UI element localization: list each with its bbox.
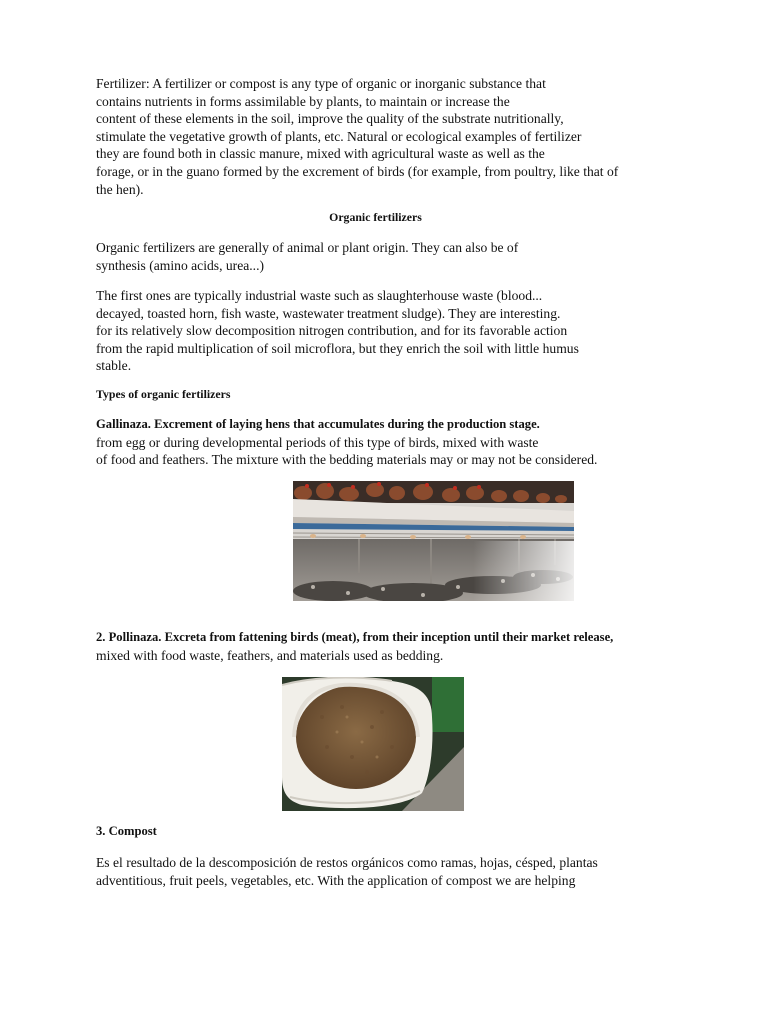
- intro-line: Fertilizer: A fertilizer or compost is any type of organic or inorganic substance that: [96, 76, 546, 91]
- intro-line: the hen).: [96, 181, 144, 197]
- compost-sack-photo: [282, 677, 464, 811]
- gallinaza-line: from egg or during developmental periods of this type of birds, mixed with waste: [96, 434, 539, 450]
- intro-line: stimulate the vegetative growth of plants, etc. Natural or ecological examples of fertilizer: [96, 128, 582, 144]
- compost-line: adventitious, fruit peels, vegetables, etc. With the application of compost we are helping: [96, 872, 576, 888]
- first-ones-paragraph: [96, 287, 676, 375]
- intro-line: contains nutrients in forms assimilable by plants, to maintain or increase the: [96, 93, 510, 109]
- origin-line: Organic fertilizers are generally of animal or plant origin. They can also be of: [96, 240, 519, 255]
- origin-line: synthesis (amino acids, urea...): [96, 257, 264, 273]
- origin-paragraph: [96, 239, 676, 274]
- gallinaza-paragraph: [96, 416, 676, 469]
- pollinaza-line: mixed with food waste, feathers, and materials used as bedding.: [96, 647, 444, 663]
- pollinaza-paragraph: [96, 629, 676, 664]
- laying-hens-cage-photo: [293, 481, 574, 601]
- intro-line: forage, or in the guano formed by the excrement of birds (for example, from poultry, like that of: [96, 163, 619, 179]
- compost-heading: 3. Compost: [96, 824, 157, 838]
- pollinaza-title: 2. Pollinaza. Excreta from fattening birds (meat), from their inception until their market release,: [96, 630, 614, 644]
- intro-line: content of these elements in the soil, improve the quality of the substrate nutritionally,: [96, 111, 564, 127]
- section-heading-organic-fertilizers: Organic fertilizers: [329, 210, 422, 224]
- first-ones-line: decayed, toasted horn, fish waste, wastewater treatment sludge). They are interesting.: [96, 305, 561, 321]
- gallinaza-title: Gallinaza. Excrement of laying hens that accumulates during the production stage.: [96, 417, 540, 431]
- compost-line: Es el resultado de la descomposición de restos orgánicos como ramas, hojas, césped, plantas: [96, 855, 598, 870]
- gallinaza-line: of food and feathers. The mixture with the bedding materials may or may not be considered.: [96, 452, 598, 468]
- first-ones-line: for its relatively slow decomposition nitrogen contribution, and for its favorable action: [96, 323, 568, 339]
- types-heading: Types of organic fertilizers: [96, 387, 231, 401]
- intro-line: they are found both in classic manure, mixed with agricultural waste as well as the: [96, 146, 545, 162]
- compost-paragraph: [96, 854, 676, 889]
- first-ones-line: from the rapid multiplication of soil microflora, but they enrich the soil with little humus: [96, 340, 579, 356]
- first-ones-line: stable.: [96, 358, 132, 374]
- first-ones-line: The first ones are typically industrial waste such as slaughterhouse waste (blood...: [96, 288, 543, 303]
- intro-paragraph: [96, 75, 676, 198]
